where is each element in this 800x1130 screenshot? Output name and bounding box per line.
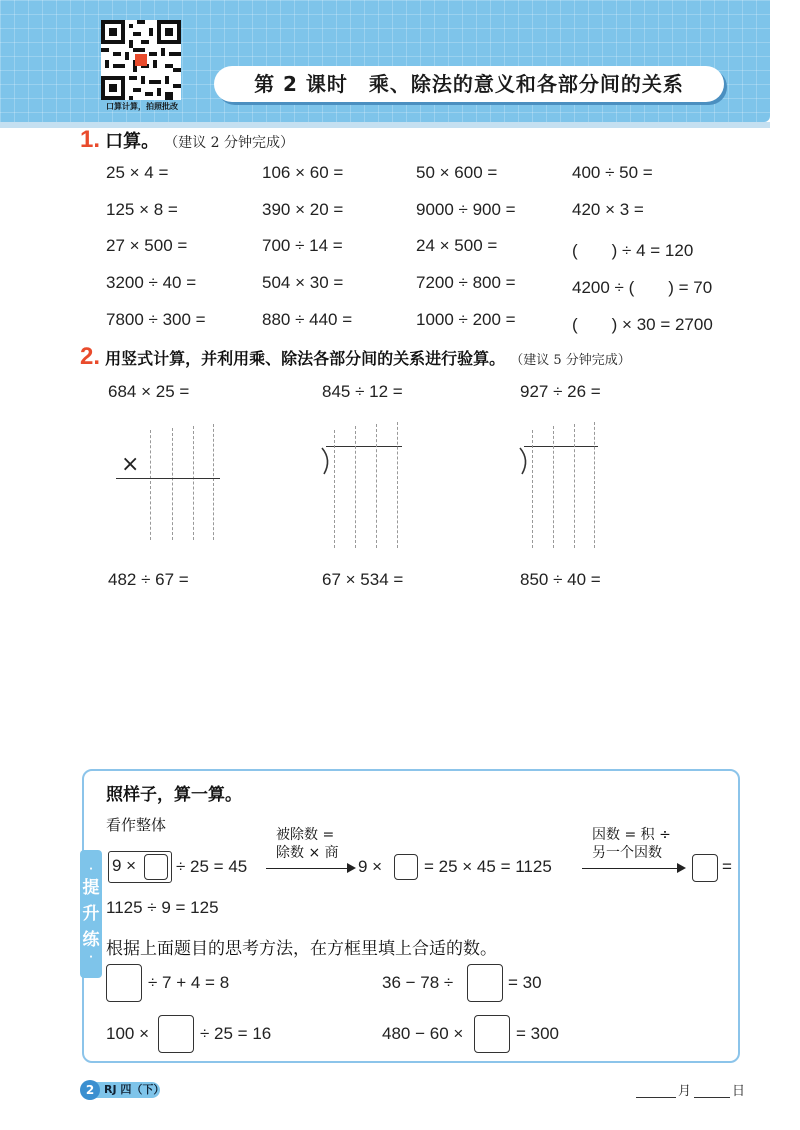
answer-box[interactable]: [144, 854, 168, 880]
answer-box[interactable]: [467, 964, 503, 1002]
times-sign: ×: [121, 452, 140, 477]
column-guide: [172, 428, 173, 540]
tab-char: 练: [82, 930, 100, 950]
column-guide: [193, 426, 194, 540]
section1-number: 1.: [80, 126, 101, 153]
oral-item: 400 ÷ 50 =: [572, 163, 653, 182]
qr-code-icon: [101, 20, 181, 100]
section2-number: 2.: [80, 343, 101, 370]
section2-heading: [80, 343, 631, 371]
month-blank[interactable]: [636, 1097, 676, 1098]
advanced-heading: 照样子，算一算。: [106, 785, 242, 805]
answer-box[interactable]: [394, 854, 418, 880]
oral-item: 7200 ÷ 800 =: [416, 273, 516, 292]
section2-title: 用竖式计算，并利用乘、除法各部分间的关系进行验算。: [105, 349, 506, 368]
day-label: 日: [732, 1084, 746, 1099]
oral-item: 4200 ÷ ( ) = 70: [572, 278, 713, 297]
vertical-calc-problem: 482 ÷ 67 =: [108, 570, 189, 589]
qr-caption: 口算计算，拍照批改: [106, 102, 178, 111]
step3-tail: =: [722, 857, 732, 876]
arrow1-label: 被除数 = 除数 × 商: [276, 827, 339, 861]
vertical-calc-problem: 67 × 534 =: [322, 570, 404, 589]
oral-item: 1000 ÷ 200 =: [416, 310, 516, 329]
arrow2-label: 因数 = 积 ÷ 另一个因数: [592, 827, 671, 861]
division-bracket-icon: [318, 446, 334, 476]
oral-item: 420 × 3 =: [572, 200, 644, 219]
vertical-calc-problem: 850 ÷ 40 =: [520, 570, 601, 589]
section2-hint: （建议 5 分钟完成）: [510, 353, 631, 368]
arrow2-line: [582, 868, 678, 869]
vertical-calc-problem: 927 ÷ 26 =: [520, 382, 601, 401]
result-line: [116, 478, 220, 479]
day-blank[interactable]: [694, 1097, 730, 1098]
step2-prefix: 9 ×: [358, 857, 383, 876]
column-guide: [574, 424, 575, 548]
section1-heading: [80, 126, 294, 154]
oral-item: 24 × 500 =: [416, 236, 498, 255]
grade-label: RJ 四（下）: [104, 1083, 165, 1096]
answer-box[interactable]: [158, 1015, 194, 1053]
tab-char: 升: [82, 904, 100, 924]
example-tail: ÷ 25 = 45: [176, 857, 248, 876]
arrow-right-icon: [677, 863, 686, 873]
section1-hint: （建议 2 分钟完成）: [164, 135, 295, 151]
step2-tail: = 25 × 45 = 1125: [424, 857, 552, 876]
column-guide: [553, 426, 554, 548]
division-bar: [326, 446, 402, 447]
question-tail: = 300: [516, 1024, 560, 1043]
question-prefix: 100 ×: [106, 1024, 150, 1043]
oral-item: 880 ÷ 440 =: [262, 310, 353, 329]
tab-char: 提: [82, 878, 100, 898]
oral-item: 27 × 500 =: [106, 236, 188, 255]
column-guide: [594, 422, 595, 548]
column-guide: [150, 430, 151, 540]
oral-item: 390 × 20 =: [262, 200, 344, 219]
page-number: 2: [80, 1080, 100, 1100]
oral-item: ( ) ÷ 4 = 120: [572, 241, 694, 260]
answer-box[interactable]: [692, 854, 718, 882]
division-bracket-icon: [516, 446, 532, 476]
arrow-right-icon: [347, 863, 356, 873]
column-guide: [532, 430, 533, 548]
arrow1-line: [266, 868, 348, 869]
lesson-title: 第 2 课时 乘、除法的意义和各部分间的关系: [214, 66, 724, 102]
column-guide: [397, 422, 398, 548]
division-bar: [524, 446, 598, 447]
column-guide: [376, 424, 377, 548]
vertical-calc-problem: 684 × 25 =: [108, 382, 190, 401]
answer-box[interactable]: [474, 1015, 510, 1053]
result-line: 1125 ÷ 9 = 125: [106, 898, 219, 917]
example-prefix: 9 ×: [112, 856, 137, 875]
column-guide: [334, 430, 335, 548]
question-prefix: 480 − 60 ×: [382, 1024, 464, 1043]
oral-item: 700 ÷ 14 =: [262, 236, 343, 255]
section1-title: 口算。: [105, 131, 160, 152]
advanced-practice-tab: · 提 升 练 ·: [80, 850, 102, 978]
instruction: 根据上面题目的思考方法，在方框里填上合适的数。: [106, 939, 497, 959]
answer-box[interactable]: [106, 964, 142, 1002]
oral-item: 25 × 4 =: [106, 163, 169, 182]
question-tail: ÷ 25 = 16: [200, 1024, 272, 1043]
qr-code[interactable]: [101, 20, 181, 100]
month-label: 月: [678, 1084, 692, 1099]
question-prefix: 36 − 78 ÷: [382, 973, 454, 992]
column-guide: [355, 426, 356, 548]
oral-item: 50 × 600 =: [416, 163, 498, 182]
column-guide: [213, 424, 214, 540]
oral-item: 7800 ÷ 300 =: [106, 310, 206, 329]
question-tail: ÷ 7 + 4 = 8: [148, 973, 230, 992]
oral-item: 3200 ÷ 40 =: [106, 273, 197, 292]
vertical-calc-problem: 845 ÷ 12 =: [322, 382, 403, 401]
oral-item: ( ) × 30 = 2700: [572, 315, 713, 334]
oral-item: 504 × 30 =: [262, 273, 344, 292]
question-tail: = 30: [508, 973, 542, 992]
oral-item: 106 × 60 =: [262, 163, 344, 182]
whole-label: 看作整体: [106, 816, 167, 834]
oral-item: 125 × 8 =: [106, 200, 178, 219]
oral-item: 9000 ÷ 900 =: [416, 200, 516, 219]
